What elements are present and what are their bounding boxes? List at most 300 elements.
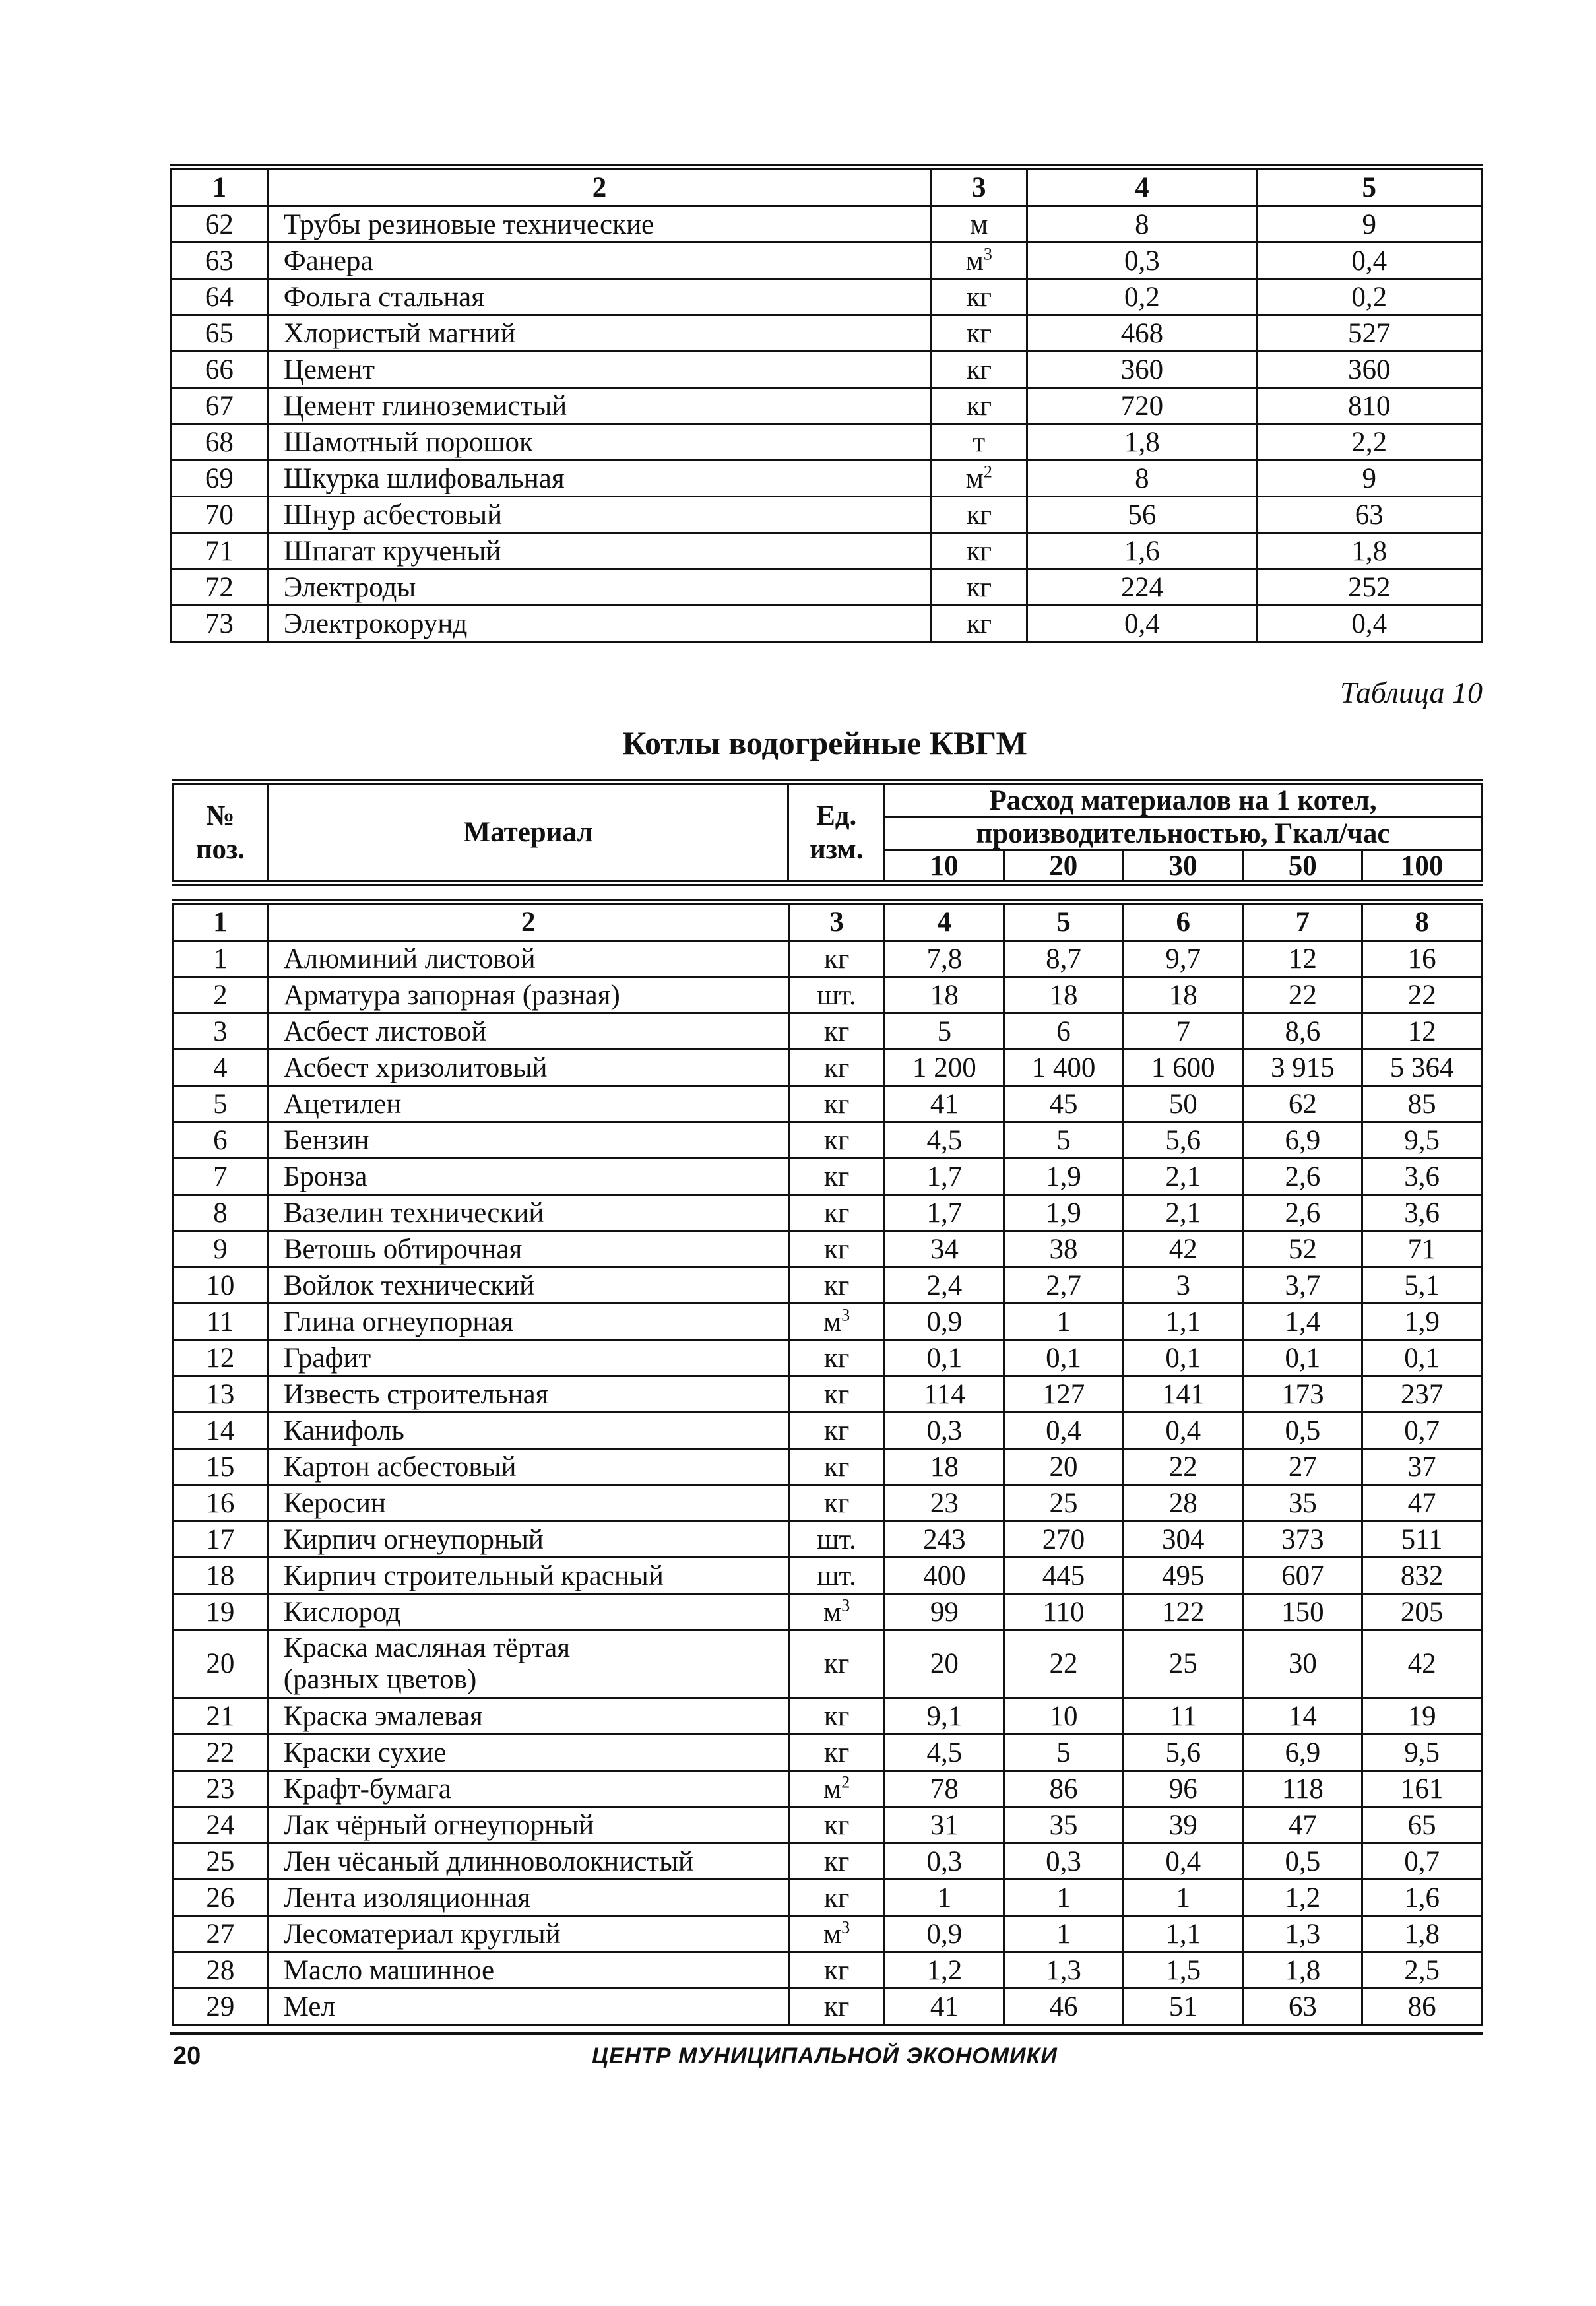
column-number: 2 bbox=[268, 902, 788, 941]
unit-text: кг bbox=[823, 1015, 850, 1047]
unit-cell bbox=[931, 279, 1027, 315]
publisher-footer: ЦЕНТР МУНИЦИПАЛЬНОЙ ЭКОНОМИКИ bbox=[592, 2043, 1058, 2068]
column-number: 4 bbox=[1027, 167, 1257, 207]
table-row bbox=[171, 424, 1482, 461]
material-name: Войлок технический bbox=[268, 1267, 788, 1304]
unit-cell bbox=[788, 1376, 885, 1413]
value-cell: 495 bbox=[1123, 1558, 1243, 1594]
value-cell: 0,9 bbox=[885, 1304, 1004, 1340]
value-cell: 0,4 bbox=[1004, 1413, 1124, 1449]
value-cell: 52 bbox=[1243, 1231, 1362, 1267]
row-number: 1 bbox=[173, 941, 269, 977]
value-cell: 1 bbox=[1004, 1304, 1124, 1340]
unit-text: кг bbox=[966, 608, 992, 639]
row-number: 14 bbox=[173, 1413, 269, 1449]
table-row bbox=[173, 1340, 1482, 1376]
value-cell: 114 bbox=[885, 1376, 1004, 1413]
unit-text: кг bbox=[823, 1415, 850, 1446]
value-cell: 28 bbox=[1123, 1485, 1243, 1521]
unit-cell bbox=[788, 1267, 885, 1304]
unit-cell bbox=[788, 1231, 885, 1267]
unit-cell bbox=[788, 1594, 885, 1630]
unit-exponent: 2 bbox=[841, 1772, 850, 1792]
value-cell: 237 bbox=[1362, 1376, 1482, 1413]
value-cell: 511 bbox=[1362, 1521, 1482, 1558]
row-number: 15 bbox=[173, 1449, 269, 1485]
value-cell: 0,7 bbox=[1362, 1413, 1482, 1449]
table-row bbox=[171, 352, 1482, 388]
column-number: 5 bbox=[1257, 167, 1481, 207]
value-cell: 720 bbox=[1027, 388, 1257, 424]
unit-cell bbox=[931, 569, 1027, 606]
material-name: Краска эмалевая bbox=[268, 1698, 788, 1735]
value-cell: 45 bbox=[1004, 1086, 1124, 1122]
material-name: Графит bbox=[268, 1340, 788, 1376]
unit-cell bbox=[788, 1340, 885, 1376]
table-row bbox=[173, 1013, 1482, 1050]
unit-text: кг bbox=[823, 1197, 850, 1229]
value-cell: 224 bbox=[1027, 569, 1257, 606]
unit-text: м bbox=[823, 1306, 842, 1337]
unit-text: кг bbox=[823, 1845, 850, 1877]
value-cell: 243 bbox=[885, 1521, 1004, 1558]
table-row bbox=[173, 1916, 1482, 1952]
unit-text: кг bbox=[966, 317, 992, 349]
table-row bbox=[173, 1376, 1482, 1413]
unit-text: м bbox=[823, 1773, 842, 1805]
table-row bbox=[173, 1159, 1482, 1195]
table-10-column-numbers bbox=[173, 902, 1482, 941]
value-cell: 63 bbox=[1243, 1989, 1362, 2025]
material-name: Глина огнеупорная bbox=[268, 1304, 788, 1340]
value-cell: 34 bbox=[885, 1231, 1004, 1267]
row-number: 28 bbox=[173, 1952, 269, 1989]
material-name: Шкурка шлифовальная bbox=[268, 461, 931, 497]
material-name: Ветошь обтирочная bbox=[268, 1231, 788, 1267]
unit-text: т bbox=[973, 426, 986, 458]
table-row bbox=[171, 497, 1482, 533]
value-cell: 18 bbox=[885, 977, 1004, 1013]
table-row bbox=[171, 279, 1482, 315]
material-name: Лак чёрный огнеупорный bbox=[268, 1807, 788, 1843]
column-number: 3 bbox=[931, 167, 1027, 207]
unit-cell bbox=[931, 461, 1027, 497]
value-cell: 5,6 bbox=[1123, 1735, 1243, 1771]
value-cell: 127 bbox=[1004, 1376, 1124, 1413]
material-name: Арматура запорная (разная) bbox=[268, 977, 788, 1013]
value-cell: 1,2 bbox=[1243, 1880, 1362, 1916]
unit-text: кг bbox=[823, 1378, 850, 1410]
unit-text: кг bbox=[823, 1809, 850, 1841]
value-cell: 42 bbox=[1123, 1231, 1243, 1267]
table-row bbox=[171, 569, 1482, 606]
value-cell: 0,1 bbox=[1123, 1340, 1243, 1376]
value-cell: 47 bbox=[1243, 1807, 1362, 1843]
row-number: 29 bbox=[173, 1989, 269, 2025]
unit-cell bbox=[931, 243, 1027, 279]
unit-text: м bbox=[965, 463, 984, 494]
table-row bbox=[173, 1485, 1482, 1521]
unit-text: кг bbox=[966, 571, 992, 603]
unit-cell bbox=[788, 1630, 885, 1698]
value-cell: 19 bbox=[1362, 1698, 1482, 1735]
material-name: Керосин bbox=[268, 1485, 788, 1521]
value-cell: 9 bbox=[1257, 207, 1481, 243]
row-number: 12 bbox=[173, 1340, 269, 1376]
unit-cell bbox=[931, 606, 1027, 642]
material-name: Ацетилен bbox=[268, 1086, 788, 1122]
col-header-material: Материал bbox=[268, 782, 788, 883]
value-cell: 445 bbox=[1004, 1558, 1124, 1594]
table-row bbox=[171, 207, 1482, 243]
value-cell: 832 bbox=[1362, 1558, 1482, 1594]
unit-cell bbox=[788, 1771, 885, 1807]
unit-cell bbox=[788, 1122, 885, 1159]
value-cell: 11 bbox=[1123, 1698, 1243, 1735]
value-cell: 8 bbox=[1027, 461, 1257, 497]
value-cell: 1,4 bbox=[1243, 1304, 1362, 1340]
material-name: Масло машинное bbox=[268, 1952, 788, 1989]
material-name: Асбест листовой bbox=[268, 1013, 788, 1050]
value-cell: 1,3 bbox=[1004, 1952, 1124, 1989]
table-row bbox=[173, 1880, 1482, 1916]
material-name: Кирпич строительный красный bbox=[268, 1558, 788, 1594]
unit-cell bbox=[788, 1195, 885, 1231]
material-name: Кирпич огнеупорный bbox=[268, 1521, 788, 1558]
unit-text: шт. bbox=[817, 979, 856, 1011]
row-number: 6 bbox=[173, 1122, 269, 1159]
col-header-capacity: 20 bbox=[1004, 850, 1123, 883]
unit-text: кг bbox=[823, 1342, 850, 1374]
value-cell: 6,9 bbox=[1243, 1122, 1362, 1159]
value-cell: 1,3 bbox=[1243, 1916, 1362, 1952]
value-cell: 607 bbox=[1243, 1558, 1362, 1594]
col-header-unit: Ед. изм. bbox=[788, 782, 885, 883]
value-cell: 1,7 bbox=[885, 1159, 1004, 1195]
row-number: 71 bbox=[171, 533, 269, 569]
value-cell: 25 bbox=[1123, 1630, 1243, 1698]
value-cell: 0,2 bbox=[1027, 279, 1257, 315]
column-number: 5 bbox=[1004, 902, 1124, 941]
value-cell: 1 400 bbox=[1004, 1050, 1124, 1086]
material-name: Лента изоляционная bbox=[268, 1880, 788, 1916]
value-cell: 63 bbox=[1257, 497, 1481, 533]
value-cell: 42 bbox=[1362, 1630, 1482, 1698]
unit-text: кг bbox=[966, 535, 992, 567]
unit-cell bbox=[788, 1698, 885, 1735]
value-cell: 1 600 bbox=[1123, 1050, 1243, 1086]
value-cell: 2,1 bbox=[1123, 1195, 1243, 1231]
unit-text: кг bbox=[966, 390, 992, 422]
value-cell: 1,1 bbox=[1123, 1916, 1243, 1952]
unit-cell bbox=[788, 1449, 885, 1485]
value-cell: 1,7 bbox=[885, 1195, 1004, 1231]
value-cell: 8,7 bbox=[1004, 941, 1124, 977]
table-row bbox=[173, 1952, 1482, 1989]
table-row bbox=[173, 1449, 1482, 1485]
row-number: 7 bbox=[173, 1159, 269, 1195]
value-cell: 0,4 bbox=[1257, 243, 1481, 279]
material-name: Картон асбестовый bbox=[268, 1449, 788, 1485]
value-cell: 1,2 bbox=[885, 1952, 1004, 1989]
table-title: Котлы водогрейные КВГМ bbox=[622, 724, 1027, 761]
unit-text: кг bbox=[823, 1269, 850, 1301]
table-row bbox=[173, 1735, 1482, 1771]
value-cell: 3 915 bbox=[1243, 1050, 1362, 1086]
column-number: 4 bbox=[885, 902, 1004, 941]
material-name: Краски сухие bbox=[268, 1735, 788, 1771]
value-cell: 1,9 bbox=[1362, 1304, 1482, 1340]
value-cell: 27 bbox=[1243, 1449, 1362, 1485]
unit-text: кг bbox=[823, 1487, 850, 1519]
value-cell: 0,3 bbox=[1004, 1843, 1124, 1880]
table-row bbox=[173, 941, 1482, 977]
value-cell: 3,6 bbox=[1362, 1195, 1482, 1231]
material-name: Электрокорунд bbox=[268, 606, 931, 642]
column-number: 1 bbox=[171, 167, 269, 207]
value-cell: 1,6 bbox=[1362, 1880, 1482, 1916]
material-name: Цемент bbox=[268, 352, 931, 388]
value-cell: 2,6 bbox=[1243, 1195, 1362, 1231]
value-cell: 47 bbox=[1362, 1485, 1482, 1521]
value-cell: 86 bbox=[1004, 1771, 1124, 1807]
value-cell: 252 bbox=[1257, 569, 1481, 606]
material-name: Известь строительная bbox=[268, 1376, 788, 1413]
value-cell: 0,4 bbox=[1123, 1843, 1243, 1880]
table-9-body bbox=[171, 167, 1482, 642]
table-9-continuation bbox=[170, 164, 1483, 643]
row-number: 20 bbox=[173, 1630, 269, 1698]
value-cell: 0,4 bbox=[1027, 606, 1257, 642]
unit-cell bbox=[788, 1159, 885, 1195]
value-cell: 6 bbox=[1004, 1013, 1124, 1050]
column-number: 1 bbox=[173, 902, 269, 941]
value-cell: 270 bbox=[1004, 1521, 1124, 1558]
row-number: 11 bbox=[173, 1304, 269, 1340]
value-cell: 35 bbox=[1243, 1485, 1362, 1521]
value-cell: 0,5 bbox=[1243, 1413, 1362, 1449]
material-name: Алюминий листовой bbox=[268, 941, 788, 977]
row-number: 23 bbox=[173, 1771, 269, 1807]
table-row bbox=[173, 1989, 1482, 2025]
material-name: Электроды bbox=[268, 569, 931, 606]
value-cell: 41 bbox=[885, 1086, 1004, 1122]
material-name: Асбест хризолитовый bbox=[268, 1050, 788, 1086]
value-cell: 18 bbox=[1123, 977, 1243, 1013]
value-cell: 0,1 bbox=[1004, 1340, 1124, 1376]
material-name: Шпагат крученый bbox=[268, 533, 931, 569]
value-cell: 9,5 bbox=[1362, 1122, 1482, 1159]
value-cell: 9,7 bbox=[1123, 941, 1243, 977]
row-number: 63 bbox=[171, 243, 269, 279]
row-number: 10 bbox=[173, 1267, 269, 1304]
row-number: 62 bbox=[171, 207, 269, 243]
value-cell: 122 bbox=[1123, 1594, 1243, 1630]
table-row bbox=[173, 1807, 1482, 1843]
value-cell: 0,3 bbox=[885, 1843, 1004, 1880]
row-number: 5 bbox=[173, 1086, 269, 1122]
value-cell: 8 bbox=[1027, 207, 1257, 243]
value-cell: 0,1 bbox=[1362, 1340, 1482, 1376]
unit-text: м bbox=[965, 245, 984, 276]
table-9-column-numbers bbox=[171, 167, 1482, 207]
unit-text: кг bbox=[823, 1882, 850, 1913]
col-header-capacity: 10 bbox=[885, 850, 1004, 883]
row-number: 9 bbox=[173, 1231, 269, 1267]
value-cell: 304 bbox=[1123, 1521, 1243, 1558]
col-header-pos: № поз. bbox=[173, 782, 269, 883]
unit-text: кг bbox=[823, 943, 850, 975]
col-header-consumption-line2: производительностью, Гкал/час bbox=[885, 817, 1482, 850]
value-cell: 0,2 bbox=[1257, 279, 1481, 315]
unit-cell bbox=[788, 1485, 885, 1521]
unit-cell bbox=[931, 533, 1027, 569]
row-number: 67 bbox=[171, 388, 269, 424]
value-cell: 30 bbox=[1243, 1630, 1362, 1698]
value-cell: 373 bbox=[1243, 1521, 1362, 1558]
table-row bbox=[173, 1558, 1482, 1594]
unit-cell bbox=[788, 977, 885, 1013]
col-header-capacity: 50 bbox=[1243, 850, 1362, 883]
value-cell: 20 bbox=[1004, 1449, 1124, 1485]
table-row bbox=[173, 1231, 1482, 1267]
value-cell: 0,9 bbox=[885, 1916, 1004, 1952]
value-cell: 0,1 bbox=[1243, 1340, 1362, 1376]
unit-text: м bbox=[823, 1596, 842, 1628]
row-number: 26 bbox=[173, 1880, 269, 1916]
table-row bbox=[173, 1195, 1482, 1231]
value-cell: 1,8 bbox=[1027, 424, 1257, 461]
unit-text: кг bbox=[823, 1737, 850, 1768]
unit-cell bbox=[931, 388, 1027, 424]
table-row bbox=[171, 243, 1482, 279]
value-cell: 9 bbox=[1257, 461, 1481, 497]
col-header-capacity: 100 bbox=[1362, 850, 1482, 883]
unit-text: шт. bbox=[817, 1523, 856, 1555]
unit-cell bbox=[931, 315, 1027, 352]
value-cell: 18 bbox=[1004, 977, 1124, 1013]
material-name: Кислород bbox=[268, 1594, 788, 1630]
value-cell: 85 bbox=[1362, 1086, 1482, 1122]
value-cell: 1,6 bbox=[1027, 533, 1257, 569]
table-10 bbox=[172, 899, 1483, 2026]
value-cell: 0,1 bbox=[885, 1340, 1004, 1376]
table-row bbox=[171, 315, 1482, 352]
page-number: 20 bbox=[173, 2042, 201, 2070]
value-cell: 20 bbox=[885, 1630, 1004, 1698]
unit-cell bbox=[788, 1807, 885, 1843]
col-header-capacity: 30 bbox=[1123, 850, 1243, 883]
table-row bbox=[173, 1771, 1482, 1807]
unit-exponent: 3 bbox=[983, 244, 992, 264]
row-number: 3 bbox=[173, 1013, 269, 1050]
unit-cell bbox=[788, 1916, 885, 1952]
table-row bbox=[171, 606, 1482, 642]
value-cell: 810 bbox=[1257, 388, 1481, 424]
value-cell: 71 bbox=[1362, 1231, 1482, 1267]
value-cell: 3,6 bbox=[1362, 1159, 1482, 1195]
row-number: 64 bbox=[171, 279, 269, 315]
value-cell: 78 bbox=[885, 1771, 1004, 1807]
value-cell: 10 bbox=[1004, 1698, 1124, 1735]
value-cell: 2,1 bbox=[1123, 1159, 1243, 1195]
value-cell: 1 200 bbox=[885, 1050, 1004, 1086]
unit-cell bbox=[788, 1735, 885, 1771]
unit-cell bbox=[788, 1050, 885, 1086]
table-row bbox=[173, 1122, 1482, 1159]
unit-cell bbox=[788, 1952, 885, 1989]
table-row bbox=[171, 388, 1482, 424]
column-number: 6 bbox=[1123, 902, 1243, 941]
column-number: 7 bbox=[1243, 902, 1362, 941]
table-10-header bbox=[172, 779, 1483, 886]
material-name: Фанера bbox=[268, 243, 931, 279]
value-cell: 6,9 bbox=[1243, 1735, 1362, 1771]
row-number: 4 bbox=[173, 1050, 269, 1086]
row-number: 73 bbox=[171, 606, 269, 642]
material-name: Крафт-бумага bbox=[268, 1771, 788, 1807]
table-row bbox=[173, 1086, 1482, 1122]
value-cell: 39 bbox=[1123, 1807, 1243, 1843]
row-number: 21 bbox=[173, 1698, 269, 1735]
row-number: 16 bbox=[173, 1485, 269, 1521]
value-cell: 51 bbox=[1123, 1989, 1243, 2025]
material-name: Мел bbox=[268, 1989, 788, 2025]
unit-cell bbox=[788, 1521, 885, 1558]
value-cell: 31 bbox=[885, 1807, 1004, 1843]
value-cell: 161 bbox=[1362, 1771, 1482, 1807]
material-name: Цемент глиноземистый bbox=[268, 388, 931, 424]
row-number: 2 bbox=[173, 977, 269, 1013]
material-name: Фольга стальная bbox=[268, 279, 931, 315]
value-cell: 1 bbox=[1004, 1880, 1124, 1916]
value-cell: 0,7 bbox=[1362, 1843, 1482, 1880]
table-row bbox=[173, 1304, 1482, 1340]
value-cell: 141 bbox=[1123, 1376, 1243, 1413]
value-cell: 1,8 bbox=[1257, 533, 1481, 569]
value-cell: 360 bbox=[1027, 352, 1257, 388]
material-name: Хлористый магний bbox=[268, 315, 931, 352]
column-number: 2 bbox=[268, 167, 931, 207]
material-name: Трубы резиновые технические bbox=[268, 207, 931, 243]
value-cell: 527 bbox=[1257, 315, 1481, 352]
unit-cell bbox=[788, 1304, 885, 1340]
value-cell: 25 bbox=[1004, 1485, 1124, 1521]
value-cell: 8,6 bbox=[1243, 1013, 1362, 1050]
unit-text: кг bbox=[823, 1991, 850, 2022]
row-number: 27 bbox=[173, 1916, 269, 1952]
table-row bbox=[173, 1267, 1482, 1304]
row-number: 19 bbox=[173, 1594, 269, 1630]
row-number: 66 bbox=[171, 352, 269, 388]
unit-text: кг bbox=[823, 1052, 850, 1083]
value-cell: 1 bbox=[1004, 1916, 1124, 1952]
material-name: Шамотный порошок bbox=[268, 424, 931, 461]
unit-exponent: 3 bbox=[841, 1305, 850, 1325]
material-name: Лен чёсаный длинноволокнистый bbox=[268, 1843, 788, 1880]
row-number: 17 bbox=[173, 1521, 269, 1558]
table-10-body bbox=[173, 902, 1482, 2025]
value-cell: 5 bbox=[1004, 1735, 1124, 1771]
table-row bbox=[173, 1521, 1482, 1558]
unit-exponent: 3 bbox=[841, 1917, 850, 1937]
unit-text: кг bbox=[966, 281, 992, 313]
unit-text: кг bbox=[823, 1124, 850, 1156]
material-name: Бронза bbox=[268, 1159, 788, 1195]
value-cell: 9,5 bbox=[1362, 1735, 1482, 1771]
unit-text: м bbox=[970, 208, 988, 240]
value-cell: 2,5 bbox=[1362, 1952, 1482, 1989]
